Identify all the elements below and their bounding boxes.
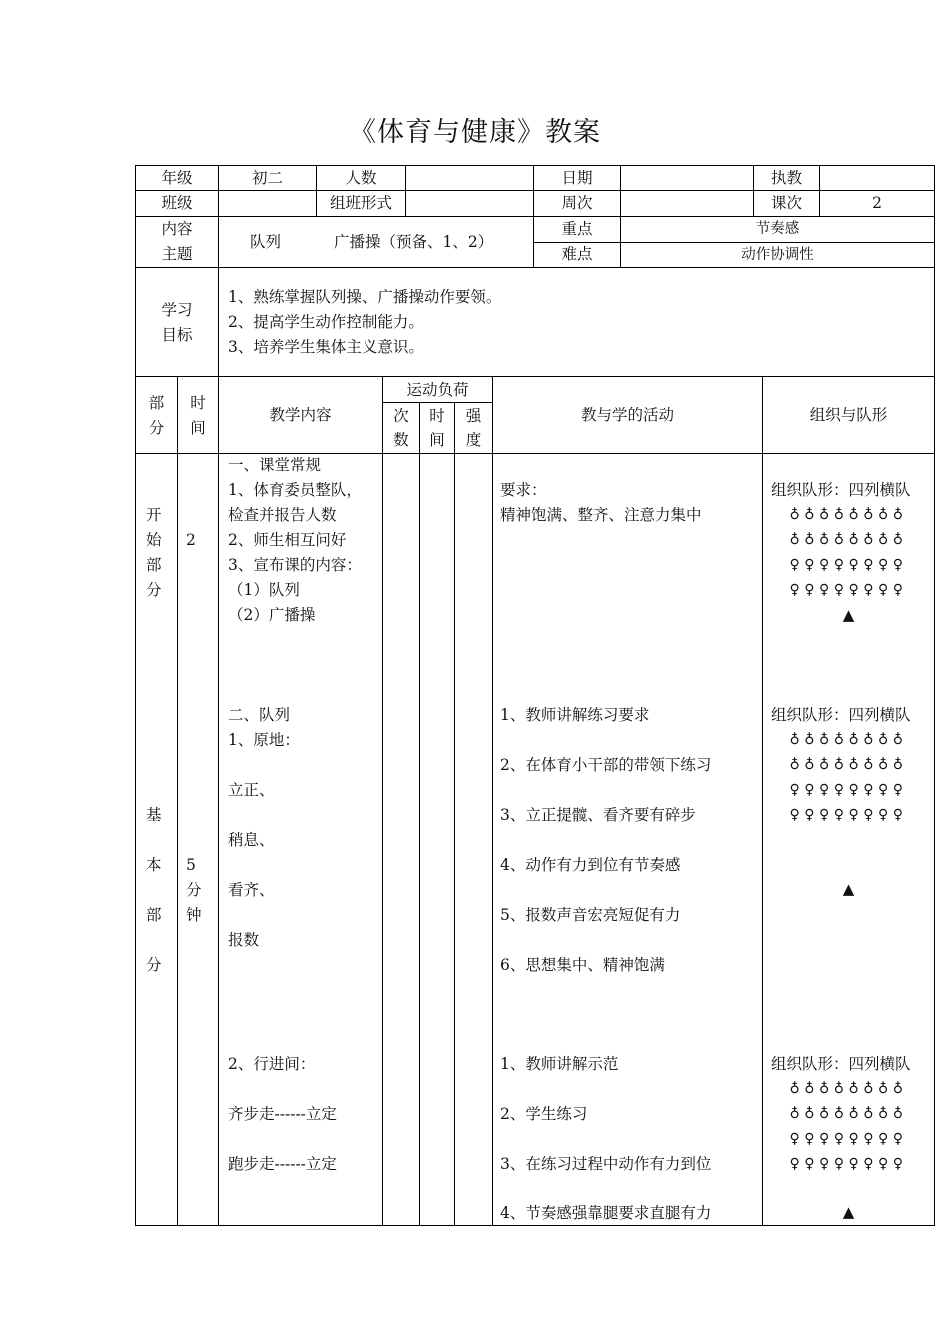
key-value: 节奏感 [755, 221, 800, 237]
grade-label: 年级 [161, 169, 193, 187]
col-activity: 教与学的活动 [580, 406, 674, 424]
basic-time: 分 [186, 881, 202, 899]
start-part-char: 分 [146, 581, 162, 599]
start-activity-line: 要求： [500, 481, 547, 499]
col-part-2: 分 [148, 419, 165, 437]
objective-item: 2、提高学生动作控制能力。 [228, 313, 424, 331]
col-intensity-1: 强 [465, 407, 482, 425]
objectives-label-2: 目标 [161, 326, 193, 344]
basic-activity-line: 5、报数声音宏亮短促有力 [500, 906, 681, 924]
student-row-icon: ♀♀♀♀♀♀♀♀ [789, 582, 908, 598]
key-label: 重点 [561, 220, 593, 238]
basic-time: 钟 [186, 906, 202, 924]
basic-activity-line: 3、立正提髋、看齐要有碎步 [500, 806, 696, 824]
basic-formation-title: 组织队形：四列横队 [771, 706, 911, 724]
basic-content-line: 1、原地： [228, 731, 300, 749]
class-label: 班级 [161, 194, 193, 212]
start-activity-line: 精神饱满、整齐、注意力集中 [500, 506, 702, 524]
content-value-a: 队列 [250, 233, 282, 251]
basic-content-line: 看齐、 [228, 881, 275, 899]
basic-content-line: 2、行进间： [228, 1055, 316, 1073]
start-part-char: 始 [146, 531, 162, 549]
teacher-label: 执教 [770, 169, 802, 187]
student-row-icon: ♁♁♁♁♁♁♁♁ [789, 532, 908, 548]
lesson-value: 2 [872, 194, 882, 212]
student-row-icon: ♀♀♀♀♀♀♀♀ [789, 1131, 908, 1147]
col-intensity-2: 度 [465, 431, 482, 449]
basic-activity-line: 1、教师讲解练习要求 [500, 706, 650, 724]
col-times-1: 次 [393, 407, 409, 425]
student-row-icon: ♀♀♀♀♀♀♀♀ [789, 807, 908, 823]
basic-part-char: 分 [146, 956, 162, 974]
student-row-icon: ♁♁♁♁♁♁♁♁ [789, 757, 908, 773]
start-content-line: 2、师生相互问好 [228, 531, 347, 549]
student-row-icon: ♀♀♀♀♀♀♀♀ [789, 557, 908, 573]
basic-activity-line: 2、在体育小干部的带领下练习 [500, 756, 712, 774]
basic-formation-title: 组织队形：四列横队 [771, 1055, 911, 1073]
col-times-2: 数 [393, 431, 409, 449]
col-dur-1: 时 [429, 407, 445, 425]
basic-part-char: 基 [146, 806, 162, 824]
teacher-triangle-icon: ▲ [842, 880, 855, 898]
student-row-icon: ♁♁♁♁♁♁♁♁ [789, 1081, 908, 1097]
basic-part-char: 部 [146, 906, 162, 924]
basic-activity-line: 2、学生练习 [500, 1105, 588, 1123]
teacher-triangle-icon: ▲ [842, 1203, 855, 1221]
basic-time: 5 [186, 856, 196, 874]
content-value-b: 广播操（预备、1、2） [334, 233, 494, 251]
objective-item: 1、熟练掌握队列操、广播操动作要领。 [228, 288, 502, 306]
content-label-2: 主题 [161, 245, 193, 263]
start-part-char: 开 [146, 506, 162, 524]
basic-part-char: 本 [146, 856, 162, 874]
basic-content-line: 跑步走------立定 [228, 1155, 337, 1173]
start-time: 2 [186, 531, 196, 549]
basic-content-line: 稍息、 [228, 831, 275, 849]
col-organization: 组织与队形 [809, 406, 888, 424]
student-row-icon: ♁♁♁♁♁♁♁♁ [789, 732, 908, 748]
date-label: 日期 [561, 169, 593, 187]
teacher-triangle-icon: ▲ [842, 606, 855, 624]
objectives-label-1: 学习 [161, 301, 193, 319]
col-dur-2: 间 [429, 431, 445, 449]
difficulty-value: 动作协调性 [741, 247, 814, 263]
page-title: 《体育与健康》教案 [349, 117, 601, 148]
start-content-line: 3、宣布课的内容： [228, 556, 362, 574]
col-content: 教学内容 [269, 406, 332, 424]
student-row-icon: ♀♀♀♀♀♀♀♀ [789, 1156, 908, 1172]
student-row-icon: ♁♁♁♁♁♁♁♁ [789, 507, 908, 523]
basic-content-line: 齐步走------立定 [228, 1105, 337, 1123]
student-row-icon: ♀♀♀♀♀♀♀♀ [789, 782, 908, 798]
basic-activity-line: 1、教师讲解示范 [500, 1055, 619, 1073]
count-label: 人数 [345, 169, 377, 187]
basic-activity-line: 6、思想集中、精神饱满 [500, 956, 665, 974]
start-content-line: 一、课堂常规 [228, 456, 322, 474]
start-content-line: 1、体育委员整队， [228, 481, 362, 499]
start-content-line: 检查并报告人数 [228, 506, 337, 524]
start-content-line: （2）广播操 [228, 606, 316, 624]
objective-item: 3、培养学生集体主义意识。 [228, 338, 424, 356]
basic-content-line: 立正、 [228, 781, 275, 799]
start-content-line: （1）队列 [228, 581, 300, 599]
start-formation-title: 组织队形：四列横队 [771, 481, 911, 499]
group-label: 组班形式 [329, 194, 392, 212]
week-label: 周次 [561, 194, 593, 212]
lesson-label: 课次 [770, 194, 802, 212]
col-part-1: 部 [148, 394, 165, 412]
basic-content-line: 报数 [228, 931, 260, 949]
col-time-1: 时 [190, 394, 206, 412]
difficulty-label: 难点 [561, 245, 593, 263]
basic-activity-line: 4、节奏感强靠腿要求直腿有力 [500, 1204, 712, 1222]
basic-activity-line: 4、动作有力到位有节奏感 [500, 856, 681, 874]
start-part-char: 部 [146, 556, 162, 574]
basic-content-line: 二、队列 [228, 706, 291, 724]
student-row-icon: ♁♁♁♁♁♁♁♁ [789, 1106, 908, 1122]
grade-value: 初二 [251, 169, 283, 187]
content-label-1: 内容 [161, 220, 193, 238]
col-time-2: 间 [190, 419, 206, 437]
col-load: 运动负荷 [406, 381, 469, 399]
basic-activity-line: 3、在练习过程中动作有力到位 [500, 1155, 712, 1173]
